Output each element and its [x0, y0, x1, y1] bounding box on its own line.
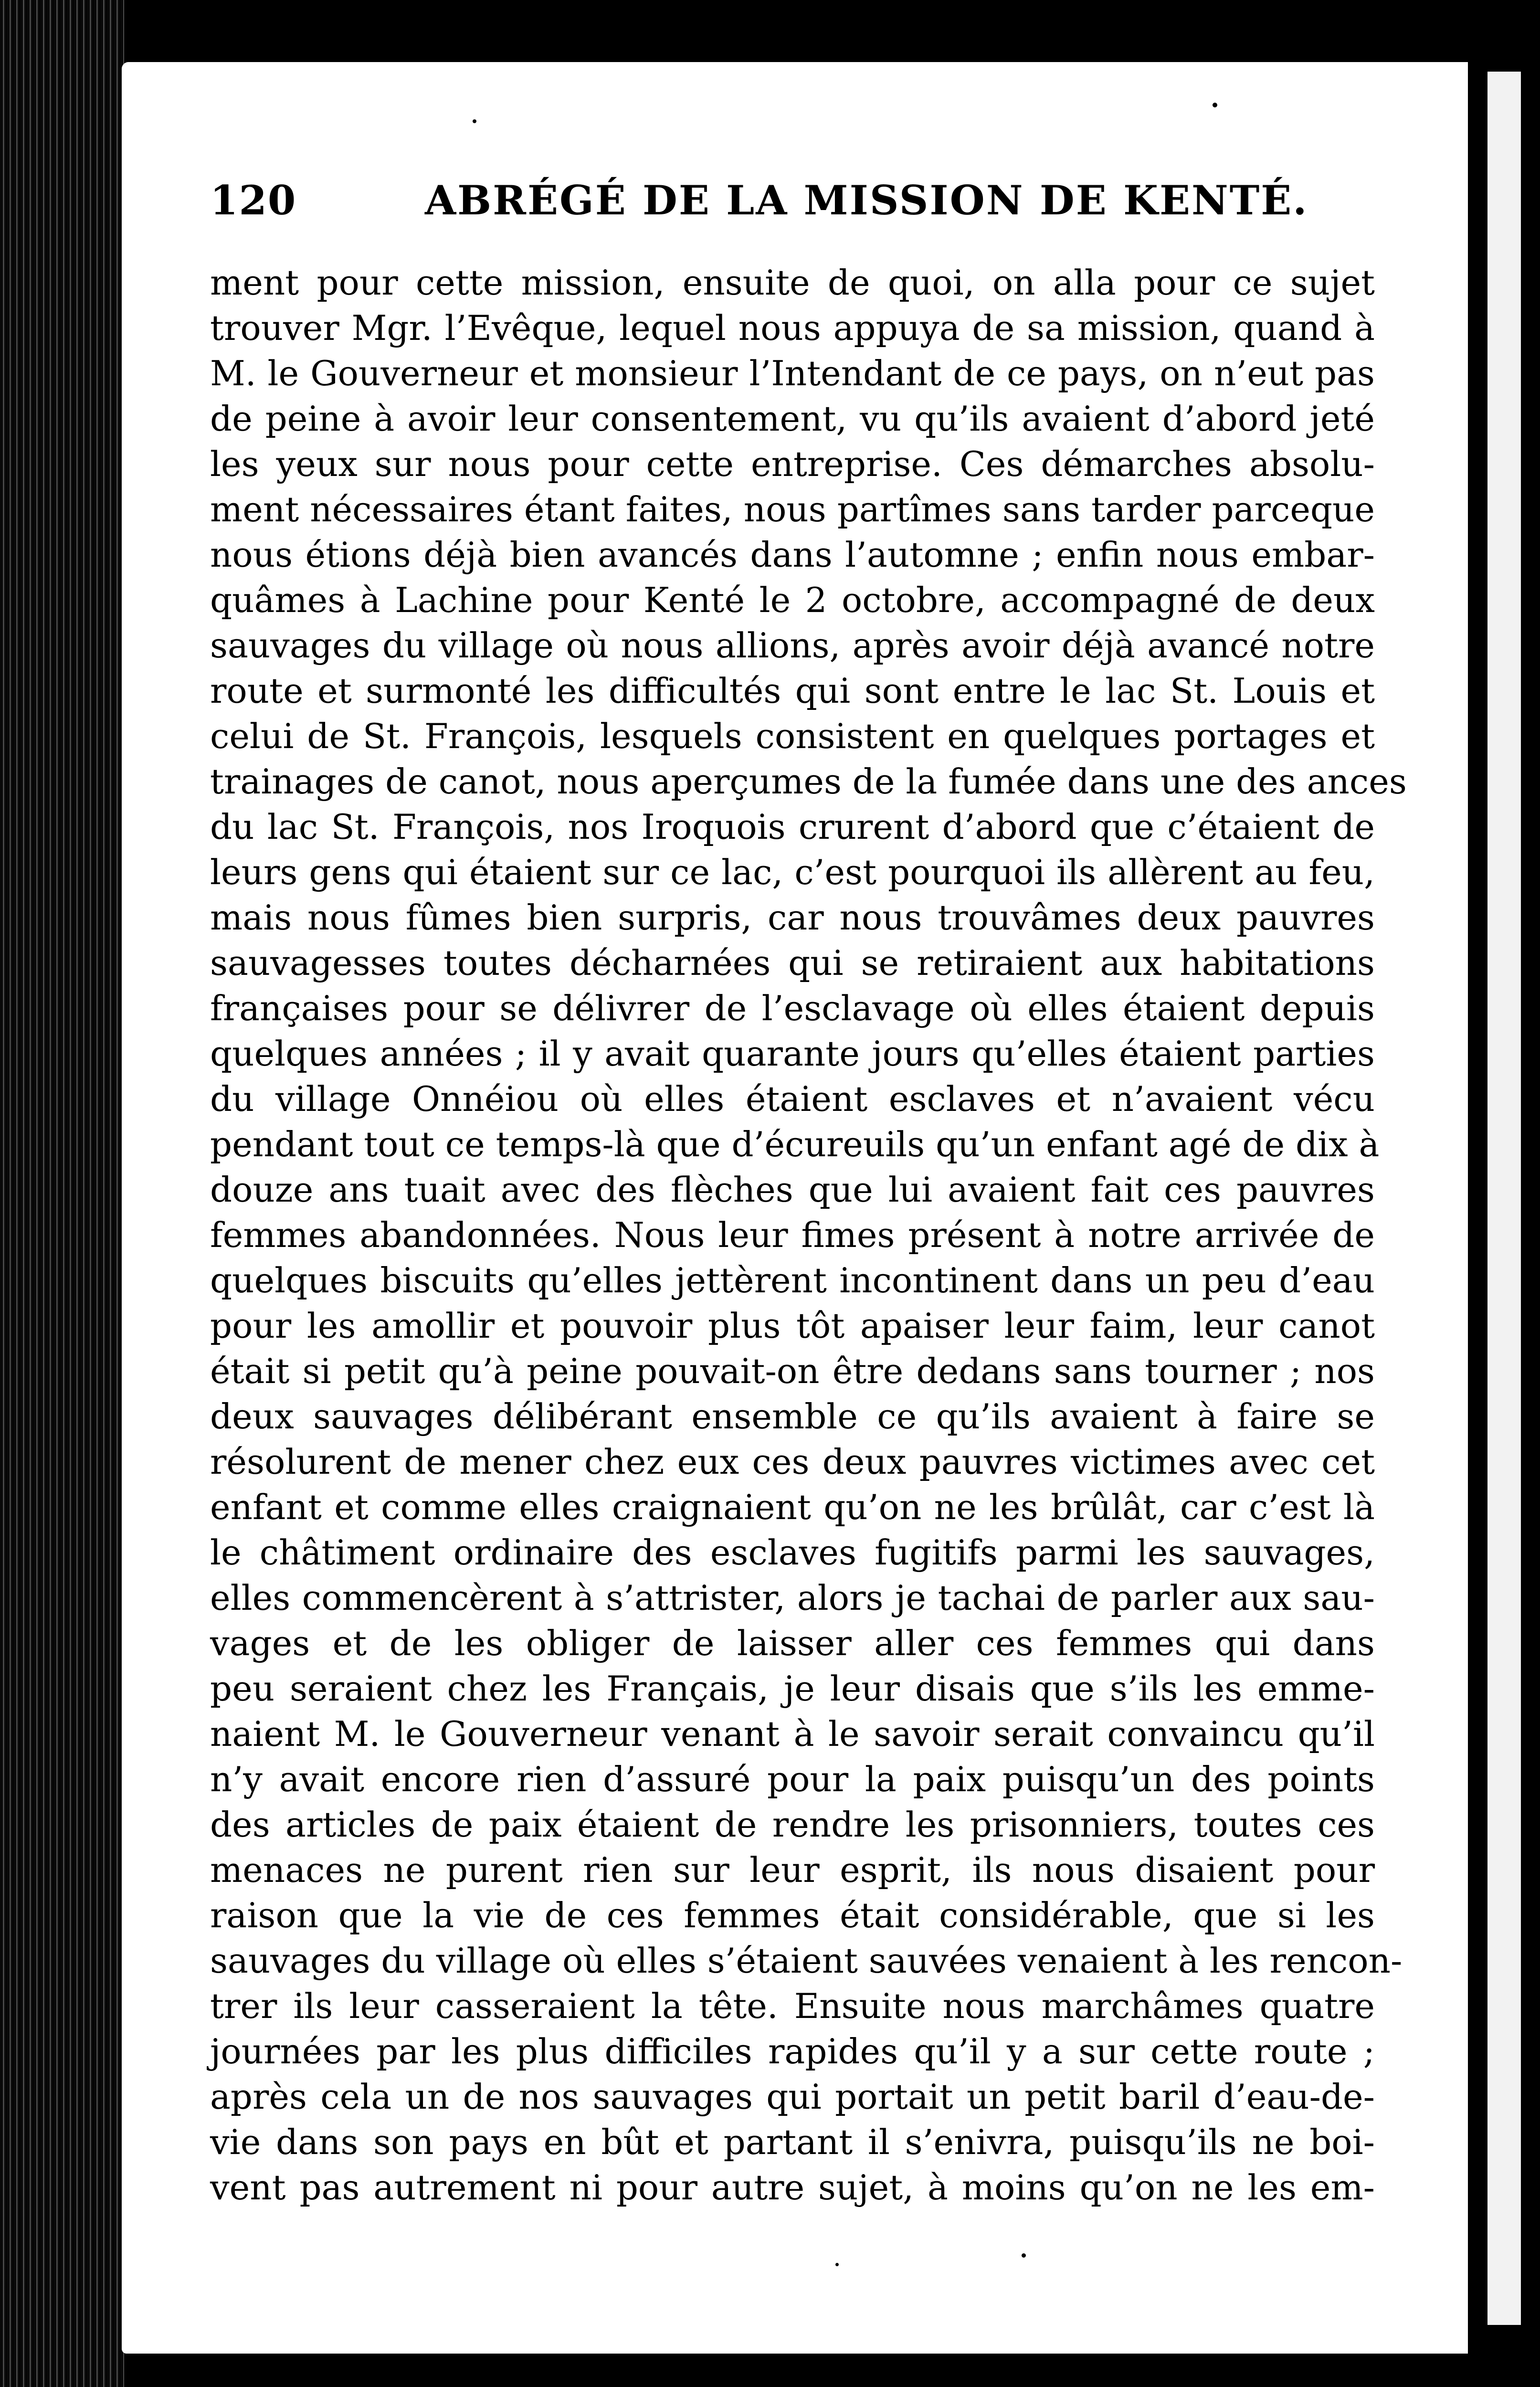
text-line: de peine à avoir leur consentement, vu qu’ils avaient d’abord jeté [210, 399, 1375, 439]
scan-speck [473, 119, 476, 123]
text-line: douze ans tuait avec des flèches que lui avaient fait ces pauvres [210, 1170, 1375, 1210]
page-number: 120 [210, 177, 297, 224]
text-line: quelques années ; il y avait quarante jours qu’elles étaient parties [210, 1034, 1375, 1074]
text-line: femmes abandonnées. Nous leur fimes présent à notre arrivée de [210, 1215, 1375, 1255]
text-line: mais nous fûmes bien surpris, car nous trouvâmes deux pauvres [210, 898, 1375, 938]
text-line: leurs gens qui étaient sur ce lac, c’est pourquoi ils allèrent au feu, [210, 852, 1375, 892]
text-line: menaces ne purent rien sur leur esprit, ils nous disaient pour [210, 1850, 1375, 1890]
text-line: enfant et comme elles craignaient qu’on ne les brûlât, car c’est là [210, 1487, 1375, 1527]
running-head: ABRÉGÉ DE LA MISSION DE KENTÉ. [425, 177, 1308, 224]
text-line: résolurent de mener chez eux ces deux pauvres victimes avec cet [210, 1442, 1375, 1482]
text-line: trer ils leur casseraient la tête. Ensuite nous marchâmes quatre [210, 1986, 1375, 2026]
text-line: des articles de paix étaient de rendre les prisonniers, toutes ces [210, 1805, 1375, 1845]
text-line: françaises pour se délivrer de l’esclavage où elles étaient depuis [210, 988, 1375, 1028]
text-line: elles commencèrent à s’attrister, alors je tachai de parler aux sau- [210, 1578, 1375, 1618]
text-line: nous étions déjà bien avancés dans l’automne ; enfin nous embar- [210, 535, 1375, 575]
text-line: du village Onnéiou où elles étaient esclaves et n’avaient vécu [210, 1079, 1375, 1119]
text-line: naient M. le Gouverneur venant à le savoir serait convaincu qu’il [210, 1714, 1375, 1754]
text-line: pendant tout ce temps-là que d’écureuils qu’un enfant agé de dix à [210, 1124, 1380, 1164]
text-line: quâmes à Lachine pour Kenté le 2 octobre, accompagné de deux [210, 580, 1375, 620]
text-line: le châtiment ordinaire des esclaves fugitifs parmi les sauvages, [210, 1532, 1375, 1573]
body-text [210, 260, 1407, 2210]
text-line: les yeux sur nous pour cette entreprise. Ces démarches absolu- [210, 444, 1375, 484]
scan-speck [1022, 2253, 1026, 2258]
text-line: quelques biscuits qu’elles jettèrent incontinent dans un peu d’eau [210, 1260, 1375, 1300]
text-line: trouver Mgr. l’Evêque, lequel nous appuya de sa mission, quand à [210, 308, 1375, 348]
book-edge-left [0, 0, 124, 2387]
text-line: ment pour cette mission, ensuite de quoi, on alla pour ce sujet [210, 263, 1375, 303]
text-line: du lac St. François, nos Iroquois crurent d’abord que c’étaient de [210, 807, 1375, 847]
text-line: celui de St. François, lesquels consistent en quelques portages et [210, 716, 1375, 756]
text-line: sauvages du village où elles s’étaient sauvées venaient à les rencon- [210, 1941, 1403, 1981]
text-line: vent pas autrement ni pour autre sujet, à moins qu’on ne les em- [210, 2167, 1375, 2207]
scan-speck [1213, 103, 1217, 107]
text-line: journées par les plus difficiles rapides qu’il y a sur cette route ; [210, 2031, 1375, 2071]
text-line: M. le Gouverneur et monsieur l’Intendant de ce pays, on n’eut pas [210, 353, 1375, 393]
text-line: n’y avait encore rien d’assuré pour la paix puisqu’un des points [210, 1759, 1375, 1799]
text-line: peu seraient chez les Français, je leur disais que s’ils les emme- [210, 1669, 1375, 1709]
text-line: deux sauvages délibérant ensemble ce qu’ils avaient à faire se [210, 1396, 1375, 1436]
text-line: était si petit qu’à peine pouvait-on être dedans sans tourner ; nos [210, 1351, 1375, 1391]
text-line: sauvages du village où nous allions, après avoir déjà avancé notre [210, 625, 1375, 665]
text-line: après cela un de nos sauvages qui portait un petit baril d’eau-de- [210, 2077, 1375, 2117]
scan-speck [835, 2263, 839, 2266]
text-line: raison que la vie de ces femmes était considérable, que si les [210, 1895, 1375, 1935]
text-line: route et surmonté les difficultés qui sont entre le lac St. Louis et [210, 671, 1375, 711]
text-line: ment nécessaires étant faites, nous partîmes sans tarder parceque [210, 489, 1375, 529]
text-line: pour les amollir et pouvoir plus tôt apaiser leur faim, leur canot [210, 1306, 1375, 1346]
page-margin-strip [1487, 72, 1521, 2325]
text-line: vie dans son pays en bût et partant il s’enivra, puisqu’ils ne boi- [210, 2122, 1375, 2162]
text-line: sauvagesses toutes décharnées qui se retiraient aux habitations [210, 943, 1375, 983]
page-header [210, 177, 1403, 243]
text-line: trainages de canot, nous aperçumes de la fumée dans une des ances [210, 761, 1407, 802]
text-line: vages et de les obliger de laisser aller ces femmes qui dans [210, 1623, 1375, 1663]
